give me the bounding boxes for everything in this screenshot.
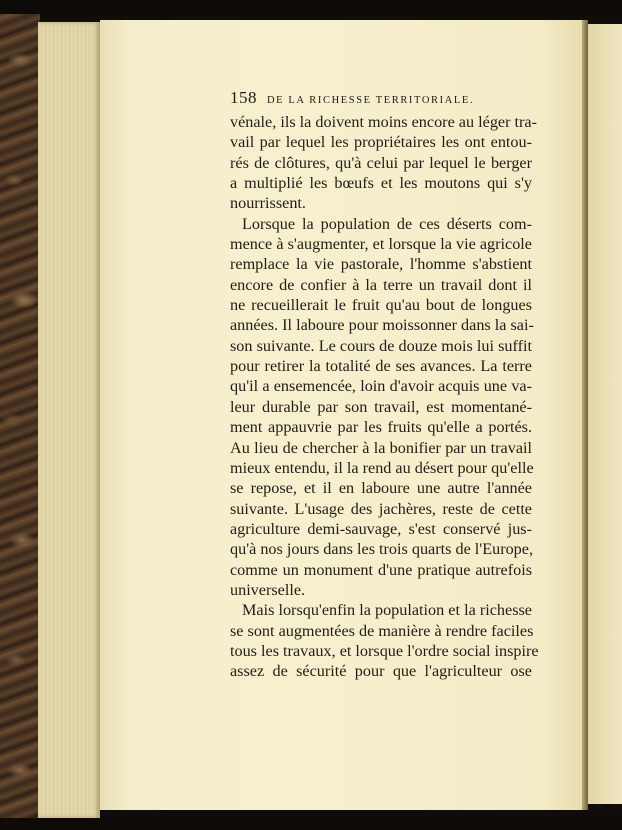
text-line: vénale, ils la doivent moins encore au léger tra- — [230, 113, 537, 131]
cover-bottom-edge — [0, 818, 622, 830]
text-line: leur durable par son travail, est momentané- — [230, 397, 532, 416]
text-line: se repose, et il en laboure une autre l'année — [230, 479, 532, 498]
text-line: comme un monument d'une pratique autrefois — [230, 560, 532, 579]
text-line: années. Il laboure pour moissonner dans la sai- — [230, 316, 534, 335]
text-line: pour retirer la totalité de ses avances. La terre — [230, 357, 532, 376]
text-line: a multiplié les bœufs et les moutons qui s'y — [230, 174, 532, 193]
text-line: ne recueillerait le fruit qu'au bout de longues — [230, 296, 532, 315]
cover-top-edge — [0, 0, 622, 14]
text-line: tous les travaux, et lorsque l'ordre social inspire — [230, 641, 539, 660]
text-line: mieux entendu, il la rend au désert pour qu'elle — [230, 458, 534, 477]
text-line: Lorsque la population de ces déserts com- — [242, 214, 532, 233]
text-line: qu'il a ensemencée, loin d'avoir acquis une va- — [230, 377, 532, 396]
text-line: agriculture demi-sauvage, s'est conservé jus- — [230, 519, 532, 538]
text-line: encore de confier à la terre un travail dont il — [230, 275, 532, 294]
text-line: universelle. — [230, 580, 306, 599]
facing-page-edge — [588, 24, 622, 804]
text-line: suivante. L'usage des jachères, reste de cette — [230, 499, 532, 518]
text-line: nourrissent. — [230, 194, 306, 213]
text-line: qu'à nos jours dans les trois quarts de l'Europe, — [230, 540, 534, 559]
text-line: son suivante. Le cours de douze mois lui suffit — [230, 336, 532, 355]
text-line: se sont augmentées de manière à rendre faciles — [230, 621, 534, 640]
page-block-edges — [38, 22, 100, 818]
text-line: ment appauvrie par les fruits qu'elle a portés. — [230, 418, 532, 437]
text-line: vail par lequel les propriétaires les ont entou- — [230, 133, 532, 152]
running-head-title: DE LA RICHESSE TERRITORIALE. — [267, 95, 475, 106]
text-line: mence à s'augmenter, et lorsque la vie agricole — [230, 235, 532, 254]
text-line: rés de clôtures, qu'à celui par lequel le berger — [230, 153, 532, 172]
text-line: Au lieu de chercher à la bonifier par un travail — [230, 438, 532, 457]
page-number: 158 — [230, 88, 257, 107]
marbled-cover-edge — [0, 0, 40, 830]
text-line: remplace la vie pastorale, l'homme s'abstient — [230, 255, 532, 274]
body-text — [230, 112, 539, 682]
text-line: assez de sécurité pour que l'agriculteur ose — [230, 662, 532, 681]
running-head — [230, 88, 530, 108]
text-line: Mais lorsqu'enfin la population et la richesse — [242, 601, 532, 620]
